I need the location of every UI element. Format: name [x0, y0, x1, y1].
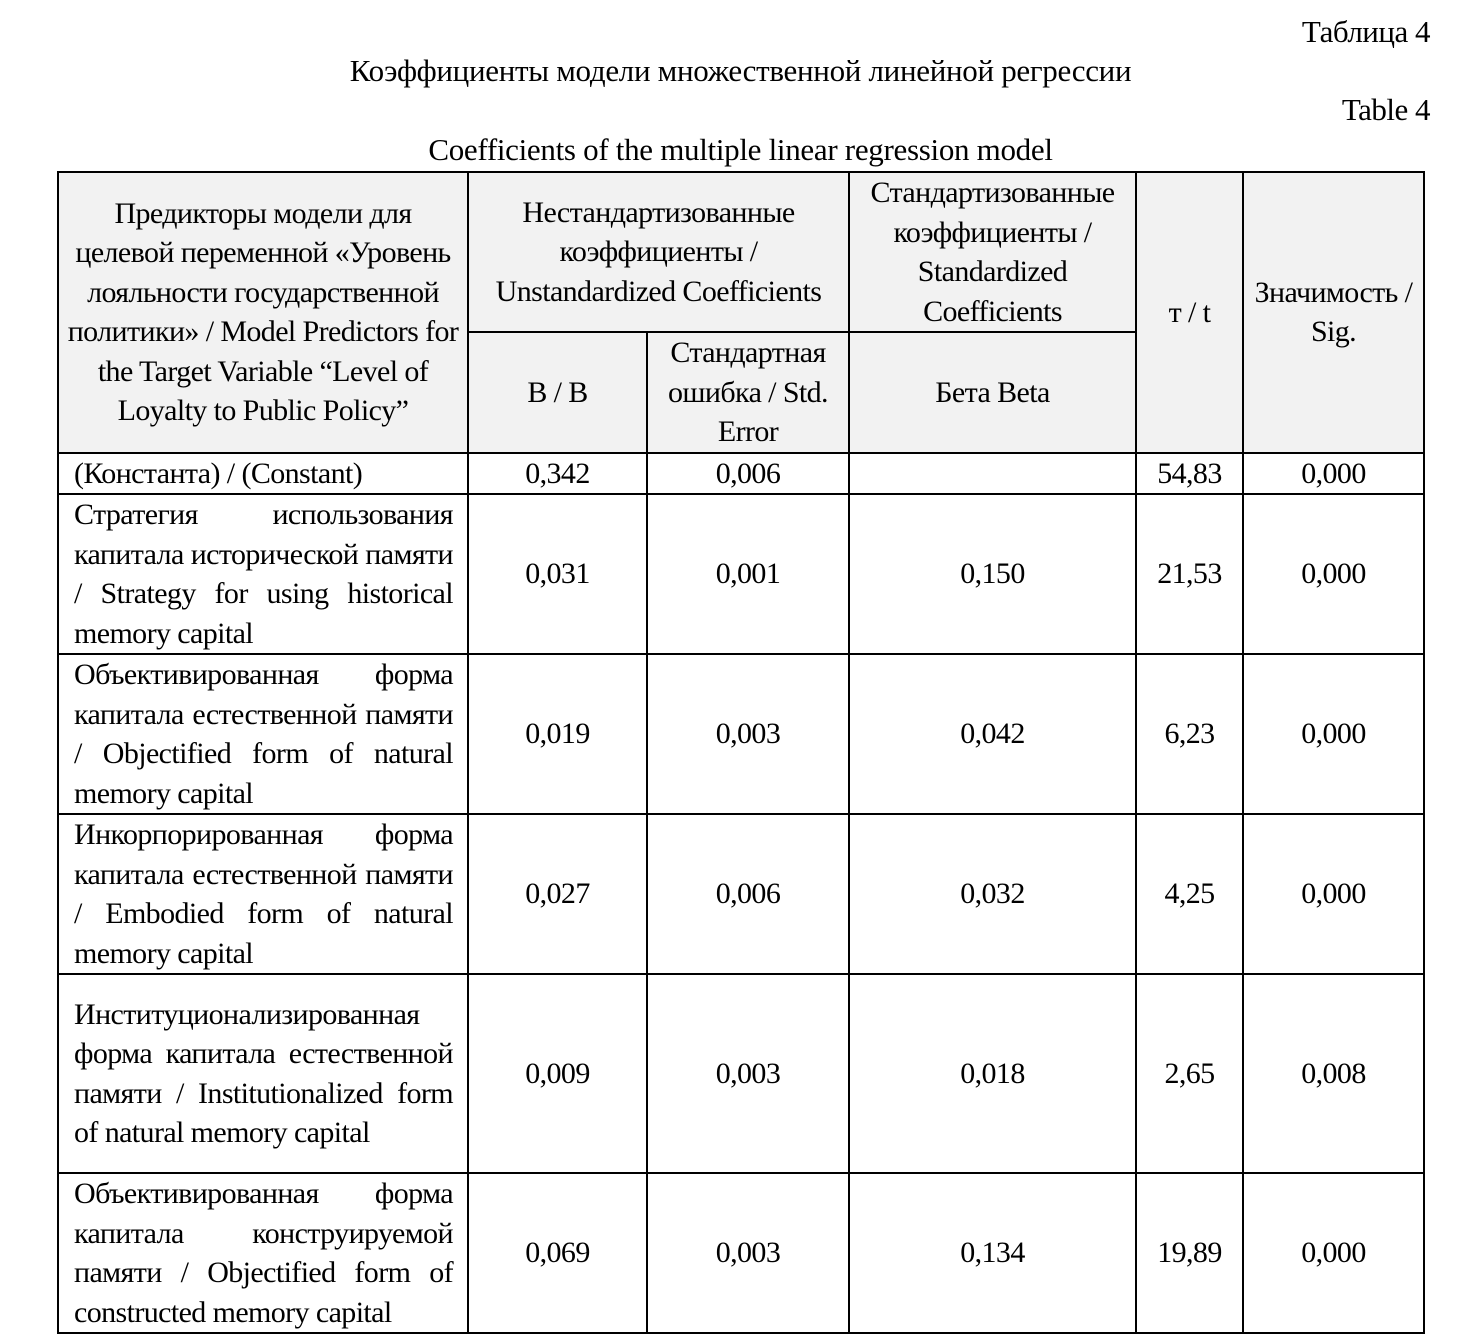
- header-std-error: Стандартная ошибка / Std. Error: [647, 332, 849, 453]
- t-cell: 54,83: [1136, 453, 1243, 495]
- table-row: [58, 453, 1424, 495]
- beta-cell: 0,042: [849, 654, 1136, 814]
- sig-cell: 0,000: [1243, 1173, 1424, 1333]
- table-header: [58, 172, 1424, 453]
- table-body: [58, 453, 1424, 1334]
- table-title-ru: Коэффициенты модели множественной линейной регрессии: [349, 53, 1132, 88]
- header-beta: Бета Beta: [849, 332, 1136, 453]
- table-title-en: Coefficients of the multiple linear regression model: [428, 132, 1053, 167]
- table-row: [58, 1173, 1424, 1333]
- beta-cell: 0,134: [849, 1173, 1136, 1333]
- b-cell: 0,069: [468, 1173, 647, 1333]
- std-error-cell: 0,003: [647, 1173, 849, 1333]
- header-sig: Значимость / Sig.: [1243, 172, 1424, 453]
- sig-cell: 0,000: [1243, 494, 1424, 654]
- beta-cell: 0,018: [849, 974, 1136, 1173]
- header-b: B / B: [468, 332, 647, 453]
- t-cell: 6,23: [1136, 654, 1243, 814]
- header-t: т / t: [1136, 172, 1243, 453]
- header-predictors: Предикторы модели для целевой переменной «Уровень лояльности государственной политики» / Model Predictors for the Target Variable “Level of Loyalty to Public Policy”: [58, 172, 468, 453]
- std-error-cell: 0,003: [647, 654, 849, 814]
- table-row: [58, 814, 1424, 974]
- header-standardized: Стандартизованные коэффициенты / Standardized Coefficients: [849, 172, 1136, 332]
- t-cell: 2,65: [1136, 974, 1243, 1173]
- predictor-cell: Стратегия использования капитала исторической памяти / Strategy for using historical memory capital: [58, 494, 468, 654]
- regression-coefficients-table: [57, 171, 1425, 1334]
- b-cell: 0,019: [468, 654, 647, 814]
- sig-cell: 0,000: [1243, 453, 1424, 495]
- b-cell: 0,031: [468, 494, 647, 654]
- beta-cell: 0,032: [849, 814, 1136, 974]
- sig-cell: 0,008: [1243, 974, 1424, 1173]
- table-number-en: Table 4: [1341, 92, 1430, 127]
- t-cell: 21,53: [1136, 494, 1243, 654]
- sig-cell: 0,000: [1243, 654, 1424, 814]
- table-number-ru: Таблица 4: [1301, 14, 1430, 49]
- std-error-cell: 0,006: [647, 814, 849, 974]
- std-error-cell: 0,001: [647, 494, 849, 654]
- beta-cell: 0,150: [849, 494, 1136, 654]
- header-unstandardized: Нестандартизованные коэффициенты / Unstandardized Coefficients: [468, 172, 849, 332]
- predictor-cell: (Константа) / (Constant): [58, 453, 468, 495]
- beta-cell: [849, 453, 1136, 495]
- predictor-cell: Объективированная форма капитала естественной памяти / Objectified form of natural memory capital: [58, 654, 468, 814]
- t-cell: 4,25: [1136, 814, 1243, 974]
- predictor-cell: Инкорпорированная форма капитала естественной памяти / Embodied form of natural memory capital: [58, 814, 468, 974]
- table-row: [58, 494, 1424, 654]
- b-cell: 0,342: [468, 453, 647, 495]
- table-row: [58, 974, 1424, 1173]
- b-cell: 0,027: [468, 814, 647, 974]
- predictor-cell: Институционализированная форма капитала естественной памяти / Institutionalized form of natural memory capital: [58, 974, 468, 1173]
- std-error-cell: 0,003: [647, 974, 849, 1173]
- sig-cell: 0,000: [1243, 814, 1424, 974]
- t-cell: 19,89: [1136, 1173, 1243, 1333]
- predictor-cell: Объективированная форма капитала конструируемой памяти / Objectified form of constructed memory capital: [58, 1173, 468, 1333]
- table-row: [58, 654, 1424, 814]
- b-cell: 0,009: [468, 974, 647, 1173]
- std-error-cell: 0,006: [647, 453, 849, 495]
